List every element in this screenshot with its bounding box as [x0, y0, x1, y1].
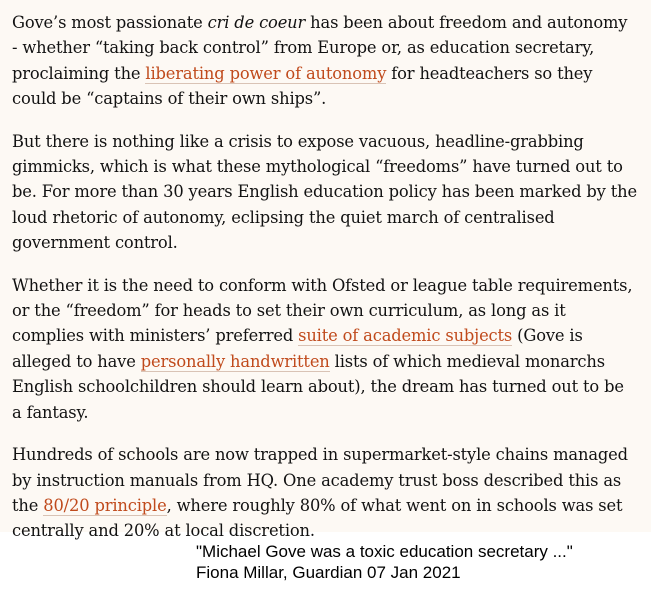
caption-attribution: Fiona Millar, Guardian 07 Jan 2021: [196, 563, 461, 582]
paragraph-4: [12, 442, 637, 544]
source-caption: [196, 541, 573, 583]
paragraph-1: [12, 10, 637, 112]
link-personally-handwritten[interactable]: personally handwritten: [140, 351, 330, 371]
link-80-20-principle[interactable]: 80/20 principle: [43, 495, 167, 515]
paragraph-4-text-b: , where roughly 80% of what went on in schools was set centrally and 20% at local discretion.: [12, 495, 623, 541]
paragraph-1-text-b: has been about freedom and autonomy - whether “taking back control” from Europe or, as education secretary, proclaiming the: [12, 13, 628, 83]
emphasis-cri-de-coeur: cri de coeur: [207, 13, 306, 32]
caption-quote: "Michael Gove was a toxic education secretary ...": [196, 542, 573, 561]
link-liberating-power-of-autonomy[interactable]: liberating power of autonomy: [145, 63, 387, 83]
paragraph-3-text-a: Whether it is the need to conform with Ofsted or league table requirements, or the “freedom” for heads to set their own curriculum, as long as it complies with ministers’ preferred: [12, 275, 633, 346]
link-suite-of-academic-subjects[interactable]: suite of academic subjects: [298, 326, 513, 346]
paragraph-3-text-c: lists of which medieval monarchs English schoolchildren should learn about), the dream has turned out to be a fantasy.: [12, 351, 624, 422]
paragraph-1-text-c: for headteachers so they could be “captains of their own ships”.: [12, 63, 593, 109]
paragraph-2: But there is nothing like a crisis to expose vacuous, headline-grabbing gimmicks, which is what these mythological “freedoms” have turned out to be. For more than 30 years English education policy has been marked by the loud rhetoric of autonomy, eclipsing the quiet march of centralised government control.: [12, 131, 637, 253]
paragraph-4-text-a: Hundreds of schools are now trapped in supermarket-style chains managed by instruction manuals from HQ. One academy trust boss described this as the: [12, 445, 628, 515]
paragraph-3: [12, 273, 637, 425]
paragraph-3-text-b: (Gove is alleged to have: [12, 326, 583, 371]
paragraph-1-text-a: Gove’s most passionate: [12, 13, 208, 32]
